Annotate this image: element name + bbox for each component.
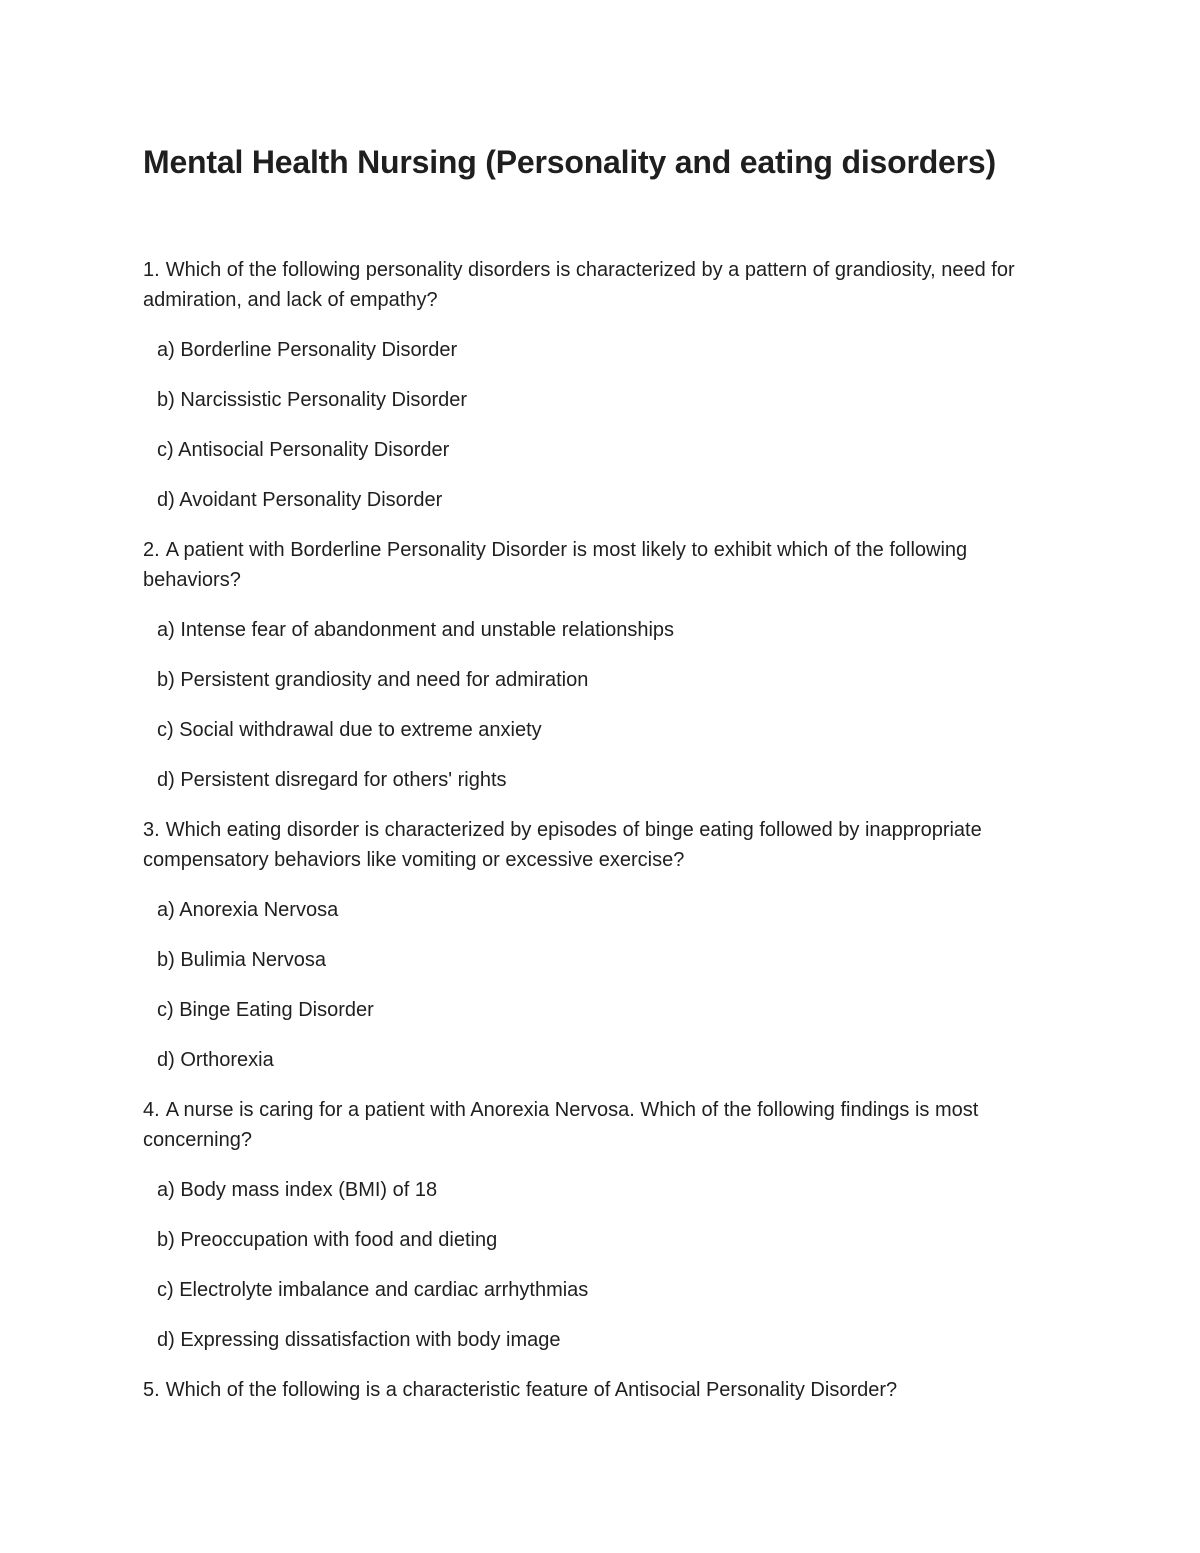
answer-option: d) Persistent disregard for others' rights [157,769,507,791]
question-item [143,1095,1063,1355]
question-text: A patient with Borderline Personality Disorder is most likely to exhibit which of the following behaviors? [143,539,968,591]
question-text: A nurse is caring for a patient with Anorexia Nervosa. Which of the following findings is most concerning? [143,1099,979,1151]
question-stem [143,535,1063,595]
question-item [143,255,1063,515]
question-stem [143,815,1063,875]
answer-option: b) Preoccupation with food and dieting [157,1229,498,1251]
answer-options [143,895,1063,1075]
question-item [143,535,1063,795]
page-title: Mental Health Nursing (Personality and eating disorders) [143,144,996,180]
answer-option: b) Persistent grandiosity and need for admiration [157,669,589,691]
answer-option: a) Intense fear of abandonment and unstable relationships [157,619,675,641]
answer-option: a) Body mass index (BMI) of 18 [157,1179,438,1201]
question-stem [143,1375,1063,1405]
question-list [143,255,1063,1425]
answer-option: c) Social withdrawal due to extreme anxiety [157,719,542,741]
question-number: 3. [143,819,160,841]
answer-options [143,335,1063,515]
answer-option: b) Narcissistic Personality Disorder [157,389,468,411]
question-item [143,1375,1063,1405]
question-stem [143,255,1063,315]
question-number: 2. [143,539,160,561]
answer-option: a) Anorexia Nervosa [157,899,339,921]
question-number: 1. [143,259,160,281]
question-number: 5. [143,1379,160,1401]
answer-option: d) Orthorexia [157,1049,274,1071]
question-number: 4. [143,1099,160,1121]
answer-option: c) Binge Eating Disorder [157,999,374,1021]
answer-option: a) Borderline Personality Disorder [157,339,458,361]
answer-options [143,1175,1063,1355]
question-stem [143,1095,1063,1155]
answer-option: c) Antisocial Personality Disorder [157,439,450,461]
question-text: Which of the following is a characteristic feature of Antisocial Personality Disorder? [165,1379,898,1401]
answer-option: c) Electrolyte imbalance and cardiac arrhythmias [157,1279,589,1301]
answer-option: d) Expressing dissatisfaction with body image [157,1329,561,1351]
question-text: Which of the following personality disorders is characterized by a pattern of grandiosity, need for admiration, and lack of empathy? [143,259,1015,311]
answer-options [143,615,1063,795]
answer-option: d) Avoidant Personality Disorder [157,489,443,511]
answer-option: b) Bulimia Nervosa [157,949,326,971]
question-text: Which eating disorder is characterized by episodes of binge eating followed by inappropriate compensatory behaviors like vomiting or excessive exercise? [143,819,982,871]
question-item [143,815,1063,1075]
